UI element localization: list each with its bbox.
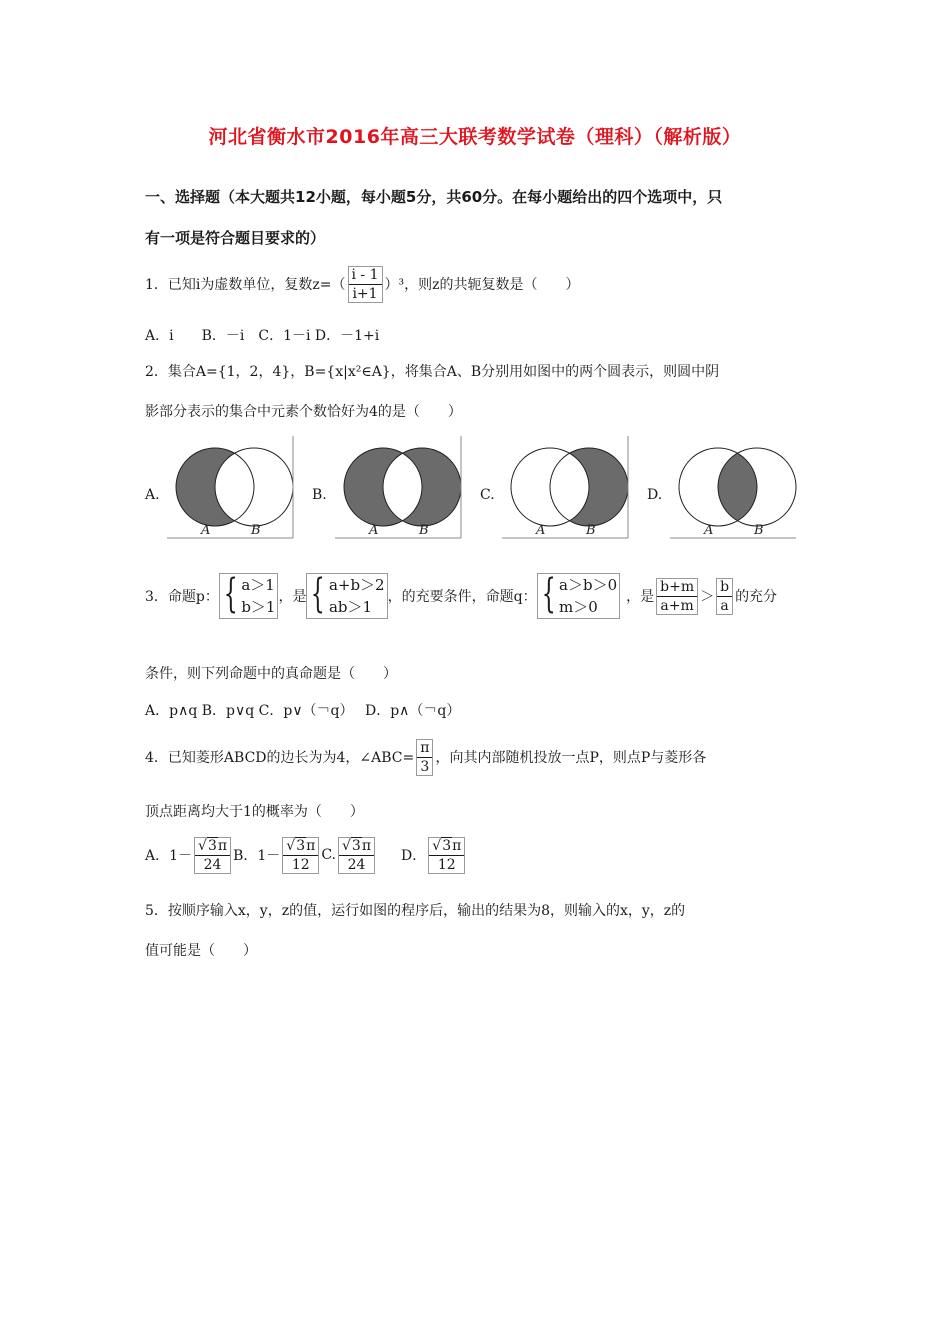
q4-option-a-denominator: 24 [203, 856, 222, 873]
q4-option-d-fraction [428, 837, 465, 874]
question-1 [145, 262, 580, 306]
q3-p-row2: b＞1 [241, 598, 276, 616]
q2-option-c-label: C. [480, 487, 495, 503]
q3-fraction-1 [656, 578, 698, 615]
q2-option-a-label: A. [145, 487, 160, 503]
q3-stem-line2: 条件，则下列命题中的真命题是（ ） [145, 666, 397, 682]
q4-option-c-pi: π [361, 837, 372, 854]
question-3 [145, 566, 777, 626]
q4-options [145, 832, 467, 878]
q4-option-d-sqrt-arg: 3 [442, 837, 452, 854]
q4-option-b-pi: π [306, 837, 316, 854]
q1-stem-post: ）³，则z的共轭复数是（ ） [384, 277, 580, 293]
q1-fraction-numerator: i - 1 [349, 267, 382, 285]
q4-option-b-label: B．1－ [233, 848, 281, 864]
page-title: 河北省衡水市2016年高三大联考数学试卷（理科）（解析版） [208, 126, 742, 148]
venn-diagram-b [333, 434, 463, 540]
sqrt-icon: √ [432, 837, 442, 854]
venn-diagram-d [668, 434, 798, 540]
q3-options: A．p∧q B．p∨q C．p∨（￢q） D．p∧（￢q） [145, 703, 461, 719]
q3-s-row1: a+b＞2 [328, 576, 385, 594]
q3-system-p [219, 573, 279, 619]
q2-stem-line2: 影部分表示的集合中元素个数恰好为4的是（ ） [145, 404, 462, 420]
venn-b-left-name: A [369, 523, 379, 538]
venn-b-right-name: B [419, 523, 429, 538]
q4-fraction [416, 739, 433, 776]
q2-option-d-label: D. [647, 487, 663, 503]
sqrt-icon: √ [198, 837, 207, 854]
q3-fraction-2-numerator: b [717, 579, 732, 597]
venn-a-right-name: B [251, 523, 261, 538]
q3-mid3: ，是 [626, 589, 655, 605]
q1-fraction-denominator: i+1 [352, 285, 378, 302]
q4-option-c-numerator [339, 838, 374, 856]
q4-option-d-label: D． [401, 848, 427, 864]
q4-option-a-fraction [194, 837, 231, 874]
venn-d-left-name: A [704, 523, 714, 538]
q2-option-b-label: B. [312, 487, 327, 503]
section-heading-line2: 有一项是符合题目要求的） [145, 229, 326, 247]
q3-fraction-1-numerator: b+m [657, 579, 697, 597]
q4-option-b-denominator: 12 [291, 856, 310, 873]
q4-option-d-denominator: 12 [437, 856, 456, 873]
q3-system-s [306, 573, 387, 619]
q3-p-row1: a＞1 [241, 576, 275, 594]
brace-icon: { [311, 571, 326, 617]
q4-stem-post: ，向其内部随机投放一点P，则点P与菱形各 [435, 750, 707, 766]
q3-q-row1: a＞b＞0 [559, 576, 618, 594]
q1-options: A．i B．－i C．1－i D．－1+i [145, 328, 380, 344]
venn-a-left-name: A [201, 523, 211, 538]
q4-fraction-denominator: 3 [420, 758, 430, 775]
venn-c-left-name: A [536, 523, 546, 538]
q4-option-a-pi: π [217, 837, 228, 854]
brace-icon: { [541, 571, 556, 617]
q4-option-a-sqrt-arg: 3 [207, 837, 217, 854]
q1-fraction [348, 266, 383, 303]
q4-option-c-sqrt-arg: 3 [351, 837, 361, 854]
q3-system-q [537, 573, 621, 619]
sqrt-icon: √ [342, 837, 351, 854]
q3-stem-post: 的充分 [735, 589, 778, 605]
q3-mid2: ，的充要条件，命题q： [387, 589, 537, 605]
q3-s-row2: ab＞1 [328, 598, 373, 616]
brace-icon: { [223, 571, 238, 617]
q4-option-c-label: C. [321, 847, 336, 863]
venn-diagram-c [500, 434, 630, 540]
q3-mid1: ，是 [278, 589, 307, 605]
q4-stem-line2: 顶点距离均大于1的概率为（ ） [145, 804, 364, 820]
q3-q-row2: m＞0 [559, 598, 598, 616]
q3-fraction-2-denominator: a [720, 597, 729, 614]
q3-stem-pre: 3．命题p： [145, 589, 219, 605]
venn-d-right-name: B [754, 523, 764, 538]
q4-option-a-numerator [195, 838, 230, 856]
sqrt-icon: √ [286, 837, 296, 854]
q4-option-d-numerator [429, 838, 464, 856]
q3-fraction-1-denominator: a+m [660, 597, 694, 614]
q4-option-c-fraction [338, 837, 375, 874]
q3-greater-than: ＞ [700, 589, 715, 605]
q4-option-b-fraction [282, 837, 319, 874]
venn-c-right-name: B [586, 523, 596, 538]
q4-option-a-label: A．1－ [145, 848, 193, 864]
q5-stem-line2: 值可能是（ ） [145, 943, 257, 959]
q1-stem-pre: 1．已知i为虚数单位，复数z=（ [145, 277, 346, 293]
q5-stem-line1: 5．按顺序输入x，y，z的值，运行如图的程序后，输出的结果为8，则输入的x，y，z的 [145, 903, 686, 919]
section-heading-line1: 一、选择题（本大题共12小题，每小题5分，共60分。在每小题给出的四个选项中，只 [145, 188, 723, 206]
q4-option-d-pi: π [452, 837, 462, 854]
venn-diagram-a [165, 434, 295, 540]
q2-stem-line1: 2．集合A={1，2，4}，B={x|x²∈A}，将集合A、B分别用如图中的两个圆表示，则圆中阴 [145, 364, 720, 380]
q4-option-b-sqrt-arg: 3 [296, 837, 306, 854]
q4-fraction-numerator: π [417, 740, 432, 758]
question-4 [145, 734, 706, 780]
q4-stem-pre: 4．已知菱形ABCD的边长为为4，∠ABC= [145, 750, 415, 766]
q4-option-b-numerator [283, 838, 318, 856]
q4-option-c-denominator: 24 [347, 856, 366, 873]
q3-fraction-2 [716, 578, 733, 615]
